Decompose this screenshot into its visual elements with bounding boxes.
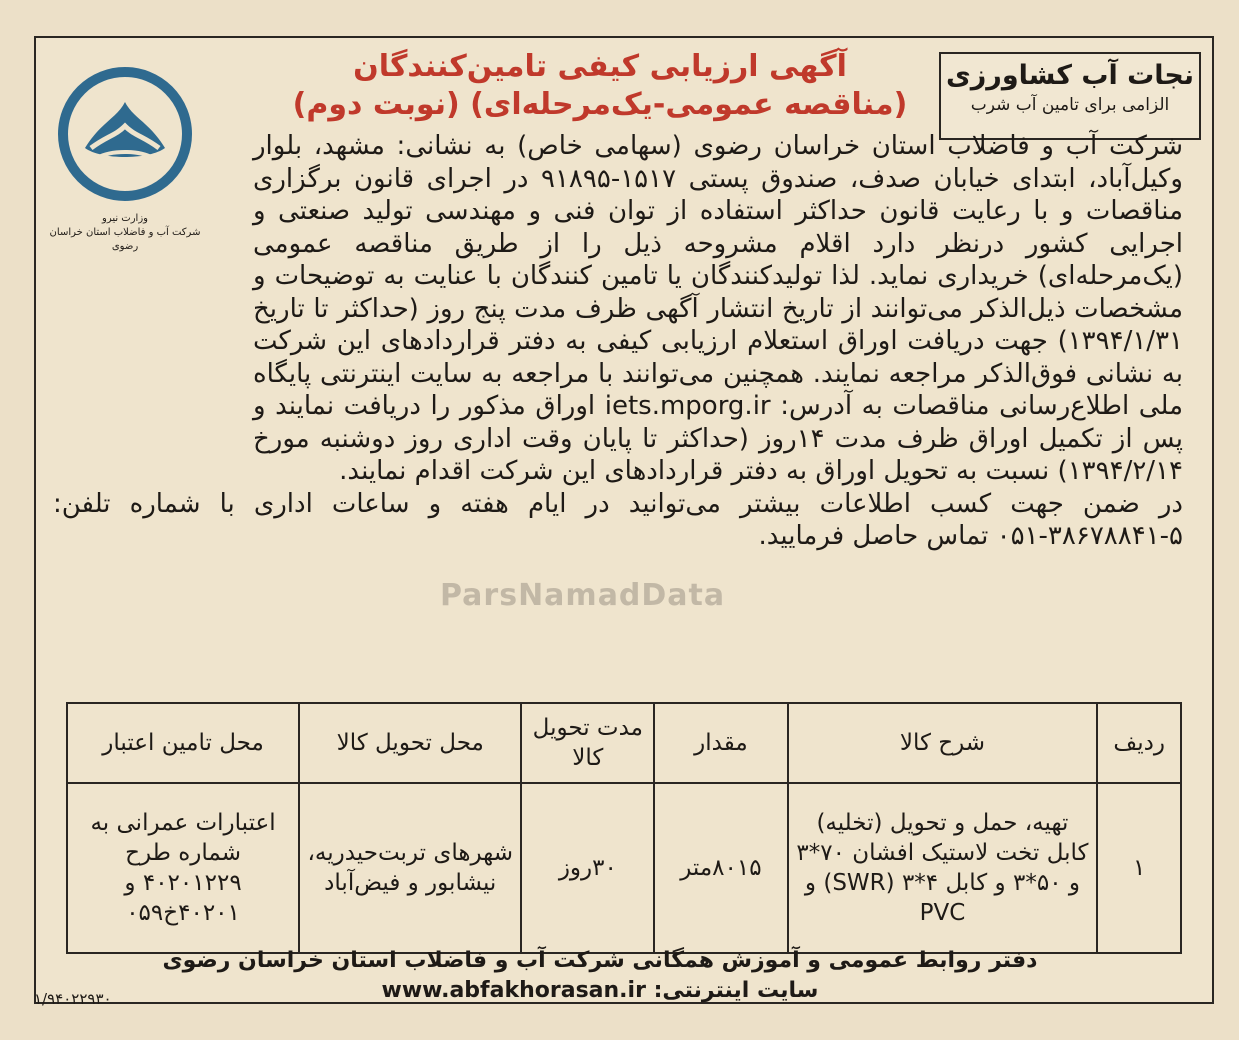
footer-site-label: سایت اینترنتی:: [653, 978, 819, 1003]
body-paragraph-1: [53, 130, 1183, 488]
cell-duration: ۳۰روز: [521, 783, 654, 953]
tender-website-link[interactable]: iets.mporg.ir: [604, 391, 771, 421]
logo-caption-company: شرکت آب و فاضلاب استان خراسان رضوی: [49, 227, 201, 252]
footer-office: دفتر روابط عمومی و آموزش همگانی شرکت آب و فاضلاب استان خراسان رضوی: [162, 948, 1038, 973]
cell-delivery: شهرهای تربت‌حیدریه، نیشابور و فیض‌آباد: [299, 783, 521, 953]
table-row: [67, 783, 1181, 953]
footer: [150, 946, 1050, 1006]
footer-site-link[interactable]: www.abfakhorasan.ir: [381, 978, 646, 1003]
items-table: [66, 702, 1182, 954]
body-text-deadline: اوراق مذکور را دریافت نمایند و پس از تکمیل اوراق ظرف مدت ۱۴روز (حداکثر تا پایان وقت اداری روز دوشنبه مورخ ۱۳۹۴/۲/۱۴) نسبت به تحویل اوراق به دفتر قراردادهای این شرکت اقدام نمایند.: [253, 391, 1183, 486]
body-paragraph-2: در ضمن جهت کسب اطلاعات بیشتر می‌توانید در ایام هفته و ساعات اداری با شماره تلفن: ۵-۳۸۶۷۸۸۴۱-۰۵۱ تماس حاصل فرمایید.: [53, 488, 1183, 551]
notice-body: [53, 130, 1183, 553]
col-description: شرح کالا: [788, 703, 1098, 783]
logo-caption-ministry: وزارت نیرو: [101, 213, 148, 224]
ad-code: ۱/۹۴۰۲۲۹۳۰: [34, 990, 112, 1008]
col-quantity: مقدار: [654, 703, 787, 783]
cell-description: تهیه، حمل و تحویل (تخلیه) کابل تخت لاستیک افشان ۷۰*۳ و ۵۰*۳ و کابل ۴*۳ (SWR) و PVC: [788, 783, 1098, 953]
slogan-sub: الزامی برای تامین آب شرب: [970, 95, 1170, 115]
notice-title: [250, 48, 950, 124]
col-duration: مدت تحویل کالا: [521, 703, 654, 783]
cell-quantity: ۸۰۱۵متر: [654, 783, 787, 953]
body-text-main: شرکت آب و فاضلاب استان خراسان رضوی (سهامی خاص) به نشانی: مشهد، بلوار وکیل‌آباد، ابتدای خیابان صدف، صندوق پستی ۱۵۱۷-۹۱۸۹۵ در اجرای قانون برگزاری مناقصات و با رعایت قانون حداکثر استفاده از توان فنی و مهندسی تولید صنعتی و اجرایی کشور درنظر دارد اقلام مشروحه ذیل را از طریق مناقصه عمومی (یک‌مرحله‌ای) خریداری نماید. لذا تولیدکنندگان یا تامین کنندگان با عنایت به توضیحات و مشخصات ذیل‌الذکر می‌توانند از تاریخ انتشار آگهی ظرف مدت پنج روز (حداکثر تا تاریخ ۱۳۹۴/۱/۳۱) جهت دریافت اوراق استعلام ارزیابی کیفی به دفتر قراردادهای این شرکت به نشانی فوق‌الذکر مراجعه نمایند. همچنین می‌توانند با مراجعه به سایت اینترنتی پایگاه ملی اطلاع‌رسانی مناقصات به آدرس:: [253, 131, 1184, 421]
table-header-row: [67, 703, 1181, 783]
watermark: ParsNamadData: [440, 578, 726, 613]
footer-site-line: [150, 976, 1050, 1006]
col-funding: محل تامین اعتبار: [67, 703, 299, 783]
slogan-box: [939, 52, 1201, 140]
title-line-2: (مناقصه عمومی-یک‌مرحله‌ای) (نوبت دوم): [292, 87, 908, 122]
cell-index: ۱: [1097, 783, 1181, 953]
col-delivery: محل تحویل کالا: [299, 703, 521, 783]
slogan-main: نجات آب کشاورزی: [946, 60, 1194, 91]
col-index: ردیف: [1097, 703, 1181, 783]
cell-funding: اعتبارات عمرانی به شماره طرح ۴۰۲۰۱۲۲۹ و ۴۰۲۰۱خ۰۵۹: [67, 783, 299, 953]
title-line-1: آگهی ارزیابی کیفی تامین‌کنندگان: [353, 49, 847, 84]
